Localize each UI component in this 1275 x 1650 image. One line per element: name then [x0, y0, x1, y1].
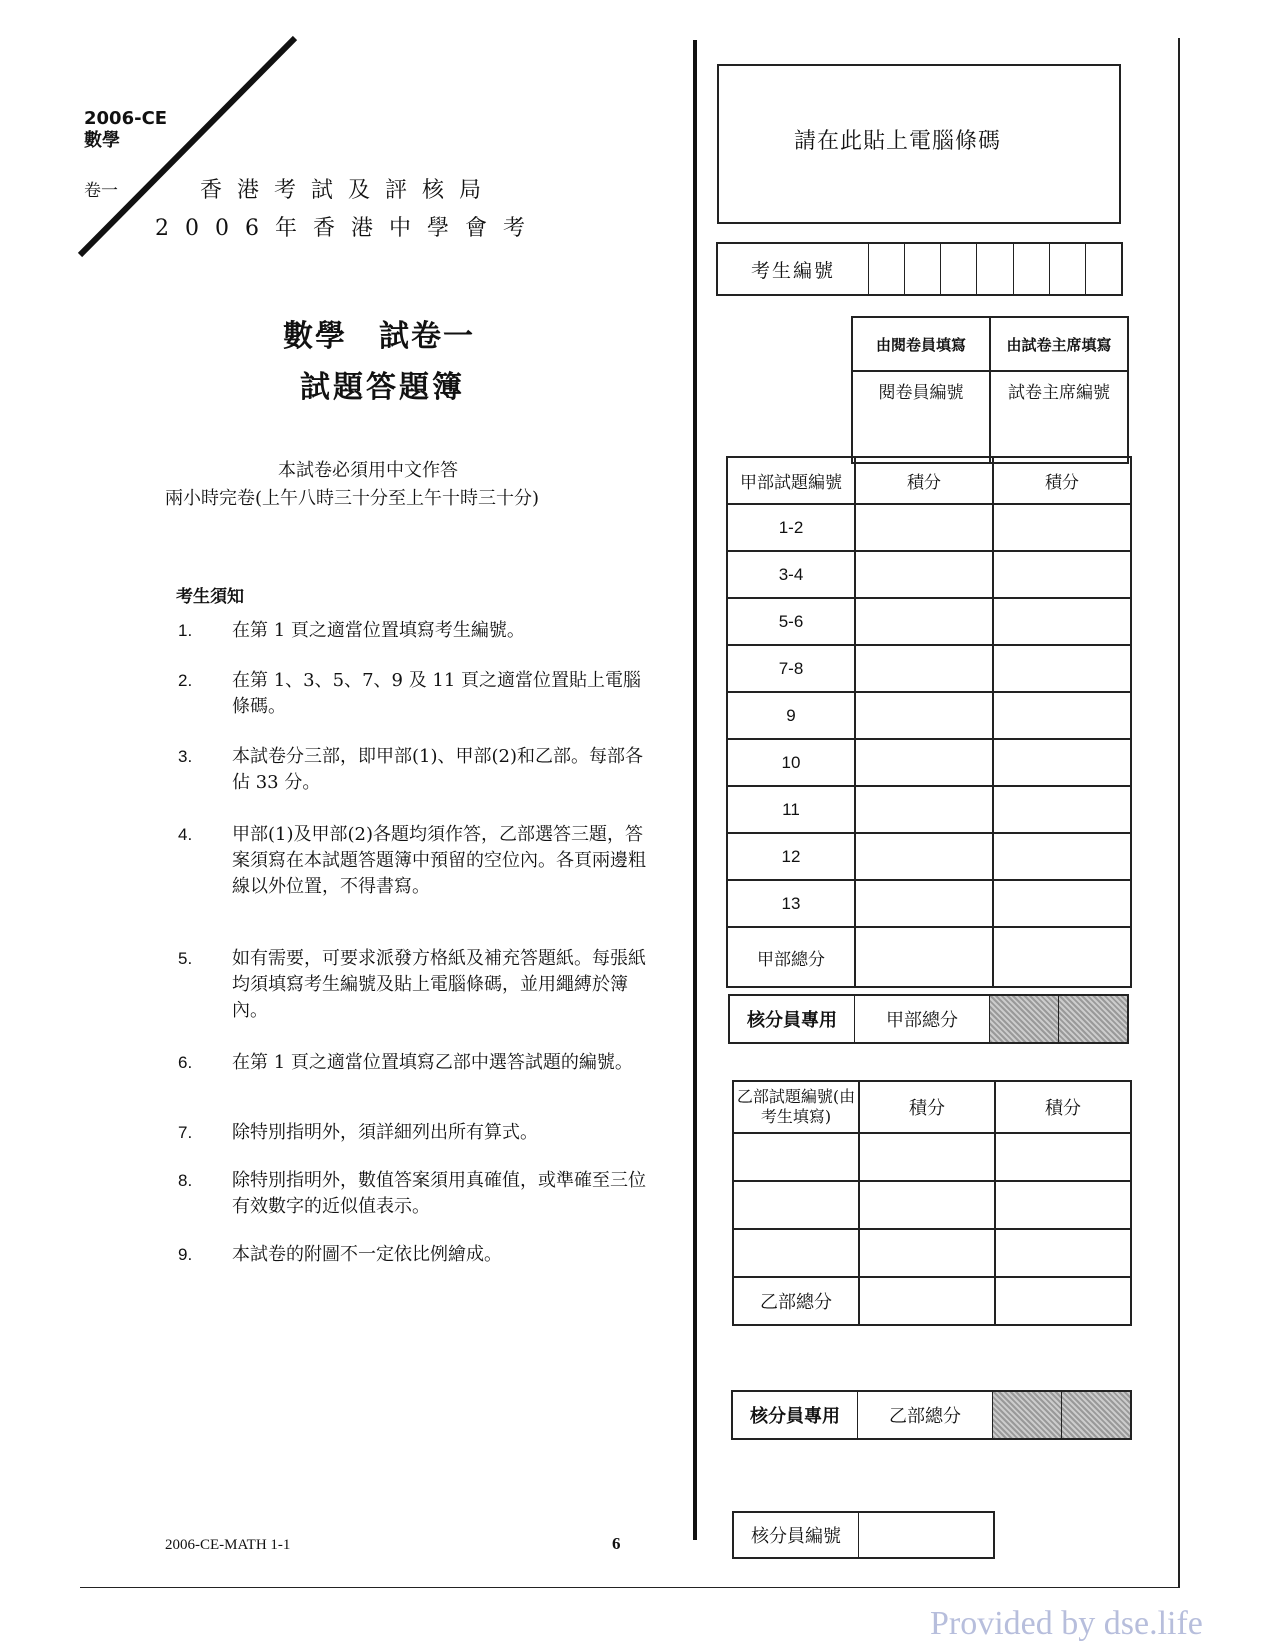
checker-number-field[interactable] [859, 1513, 993, 1557]
checker-number-box [732, 1511, 995, 1559]
shaded-cell [990, 996, 1059, 1042]
section-a-col-score: 積分 [993, 457, 1131, 504]
instruction-text: 在第 1 頁之適當位置填寫乙部中選答試題的編號。 [232, 1052, 633, 1073]
score-cell[interactable] [993, 786, 1131, 833]
score-cell[interactable] [993, 692, 1131, 739]
table-row [727, 833, 1131, 880]
table-row [727, 927, 1131, 987]
subject-name: 數學 [84, 130, 120, 151]
instruction-number: 2. [178, 671, 193, 690]
candidate-number-cell[interactable] [977, 244, 1013, 294]
chief-examiner-heading: 由試卷主席填寫 [990, 317, 1128, 371]
paper-title: 數學 試卷一 [283, 319, 475, 354]
table-row [727, 598, 1131, 645]
score-cell[interactable] [855, 786, 993, 833]
chief-examiner-number-field[interactable]: 試卷主席編號 [990, 371, 1128, 463]
instruction-item [178, 1242, 648, 1268]
question-number-field[interactable] [733, 1133, 859, 1181]
section-b-col-question: 乙部試題編號(由考生填寫) [733, 1081, 859, 1133]
score-cell[interactable] [859, 1181, 995, 1229]
total-cell[interactable] [859, 1277, 995, 1325]
marker-id-table [851, 316, 1129, 464]
shaded-cell [1059, 996, 1127, 1042]
score-cell[interactable] [855, 739, 993, 786]
exam-name: 2006年香港中學會考 [155, 216, 541, 241]
instruction-number: 9. [178, 1245, 193, 1264]
instruction-number: 1. [178, 621, 193, 640]
candidate-number-cell[interactable] [1014, 244, 1050, 294]
score-cell[interactable] [993, 551, 1131, 598]
checker-section-b [731, 1390, 1132, 1440]
authority-name: 香港考試及評核局 [200, 178, 497, 203]
checker-label: 核分員專用 [733, 1392, 858, 1438]
section-b-score-table [732, 1080, 1132, 1326]
score-cell[interactable] [855, 833, 993, 880]
instruction-text: 除特別指明外，須詳細列出所有算式。 [232, 1122, 538, 1143]
candidate-number-cell[interactable] [1050, 244, 1086, 294]
table-row [733, 1229, 1131, 1277]
total-cell[interactable] [993, 927, 1131, 987]
score-cell[interactable] [855, 551, 993, 598]
table-row [727, 551, 1131, 598]
instruction-text: 在第 1 頁之適當位置填寫考生編號。 [232, 620, 525, 641]
checker-section-a [728, 994, 1129, 1044]
score-cell[interactable] [993, 833, 1131, 880]
section-b-total-label: 乙部總分 [733, 1277, 859, 1325]
instruction-number: 4. [178, 825, 193, 844]
instruction-text: 如有需要，可要求派發方格紙及補充答題紙。每張紙均須填寫考生編號及貼上電腦條碼，並用繩縛於簿內。 [232, 948, 646, 1021]
question-number-field[interactable] [733, 1229, 859, 1277]
score-cell[interactable] [855, 645, 993, 692]
checker-section-b-total: 乙部總分 [858, 1392, 993, 1438]
score-cell[interactable] [993, 880, 1131, 927]
section-a-col-score: 積分 [855, 457, 993, 504]
page-border-bottom [80, 1587, 1180, 1588]
table-row [733, 1133, 1131, 1181]
candidate-number-cell[interactable] [941, 244, 977, 294]
table-row [727, 504, 1131, 551]
marker-number-field[interactable]: 閱卷員編號 [852, 371, 990, 463]
score-cell[interactable] [855, 504, 993, 551]
barcode-label: 請在此貼上電腦條碼 [794, 129, 1002, 154]
checker-section-a-total: 甲部總分 [855, 996, 990, 1042]
table-row [727, 739, 1131, 786]
instruction-item [178, 1120, 648, 1146]
question-number: 7-8 [727, 645, 855, 692]
candidate-number-label: 考生編號 [718, 244, 869, 294]
section-b-col-score: 積分 [995, 1081, 1131, 1133]
question-number-field[interactable] [733, 1181, 859, 1229]
score-cell[interactable] [855, 598, 993, 645]
section-a-col-question: 甲部試題編號 [727, 457, 855, 504]
watermark: Provided by dse.life [930, 1605, 1203, 1642]
language-note: 本試卷必須用中文作答 [278, 460, 458, 481]
instruction-number: 6. [178, 1053, 193, 1072]
instruction-text: 甲部(1)及甲部(2)各題均須作答，乙部選答三題，答案須寫在本試題答題簿中預留的空位內。各頁兩邊粗線以外位置，不得書寫。 [232, 824, 646, 897]
instruction-number: 7. [178, 1123, 193, 1142]
table-row [727, 880, 1131, 927]
marker-heading: 由閱卷員填寫 [852, 317, 990, 371]
score-cell[interactable] [995, 1181, 1131, 1229]
paper-number: 卷一 [84, 181, 118, 201]
page-border-right [1178, 38, 1180, 1588]
question-number: 13 [727, 880, 855, 927]
question-number: 12 [727, 833, 855, 880]
table-row [727, 645, 1131, 692]
table-row [727, 786, 1131, 833]
instruction-text: 本試卷的附圖不一定依比例繪成。 [232, 1244, 502, 1265]
checker-number-label: 核分員編號 [734, 1513, 859, 1557]
question-number: 9 [727, 692, 855, 739]
score-cell[interactable] [859, 1229, 995, 1277]
instruction-number: 5. [178, 949, 193, 968]
score-cell[interactable] [855, 880, 993, 927]
question-number: 11 [727, 786, 855, 833]
candidate-number-cell[interactable] [1086, 244, 1121, 294]
page-number: 6 [612, 1534, 621, 1553]
score-cell[interactable] [995, 1133, 1131, 1181]
score-cell[interactable] [993, 739, 1131, 786]
instruction-item [178, 822, 648, 900]
question-number: 10 [727, 739, 855, 786]
duration-note: 兩小時完卷(上午八時三十分至上午十時三十分) [165, 488, 540, 509]
checker-label: 核分員專用 [730, 996, 855, 1042]
instruction-text: 本試卷分三部，即甲部(1)、甲部(2)和乙部。每部各佔 33 分。 [232, 746, 643, 793]
instruction-item [178, 668, 648, 720]
instruction-item [178, 946, 648, 1024]
instruction-item [178, 618, 648, 644]
exam-code: 2006-CE [84, 108, 168, 129]
table-row [733, 1181, 1131, 1229]
candidate-number-cell[interactable] [869, 244, 905, 294]
footer-paper-code: 2006-CE-MATH 1-1 [165, 1537, 291, 1553]
shaded-cell [1062, 1392, 1130, 1438]
score-cell[interactable] [995, 1229, 1131, 1277]
instruction-number: 3. [178, 747, 193, 766]
booklet-title: 試題答題簿 [300, 370, 465, 405]
score-cell[interactable] [993, 645, 1131, 692]
instruction-item [178, 1050, 648, 1076]
score-cell[interactable] [993, 598, 1131, 645]
section-a-total-label: 甲部總分 [727, 927, 855, 987]
section-a-score-table [726, 456, 1132, 988]
candidate-number-cell[interactable] [905, 244, 941, 294]
instruction-text: 除特別指明外，數值答案須用真確值，或準確至三位有效數字的近似值表示。 [232, 1170, 646, 1217]
instruction-item [178, 1168, 648, 1220]
instruction-text: 在第 1、3、5、7、9 及 11 頁之適當位置貼上電腦條碼。 [232, 670, 642, 717]
score-cell[interactable] [855, 692, 993, 739]
shaded-cell [993, 1392, 1062, 1438]
table-row [727, 692, 1131, 739]
question-number: 5-6 [727, 598, 855, 645]
question-number: 3-4 [727, 551, 855, 598]
score-cell[interactable] [859, 1133, 995, 1181]
candidate-number-box [716, 242, 1123, 296]
score-cell[interactable] [993, 504, 1131, 551]
instructions-heading: 考生須知 [176, 587, 244, 607]
instruction-item [178, 744, 648, 796]
total-cell[interactable] [995, 1277, 1131, 1325]
table-row [733, 1277, 1131, 1325]
paper-code [84, 108, 167, 152]
instruction-number: 8. [178, 1171, 193, 1190]
question-number: 1-2 [727, 504, 855, 551]
section-b-col-score: 積分 [859, 1081, 995, 1133]
column-divider [693, 40, 697, 1540]
total-cell[interactable] [855, 927, 993, 987]
